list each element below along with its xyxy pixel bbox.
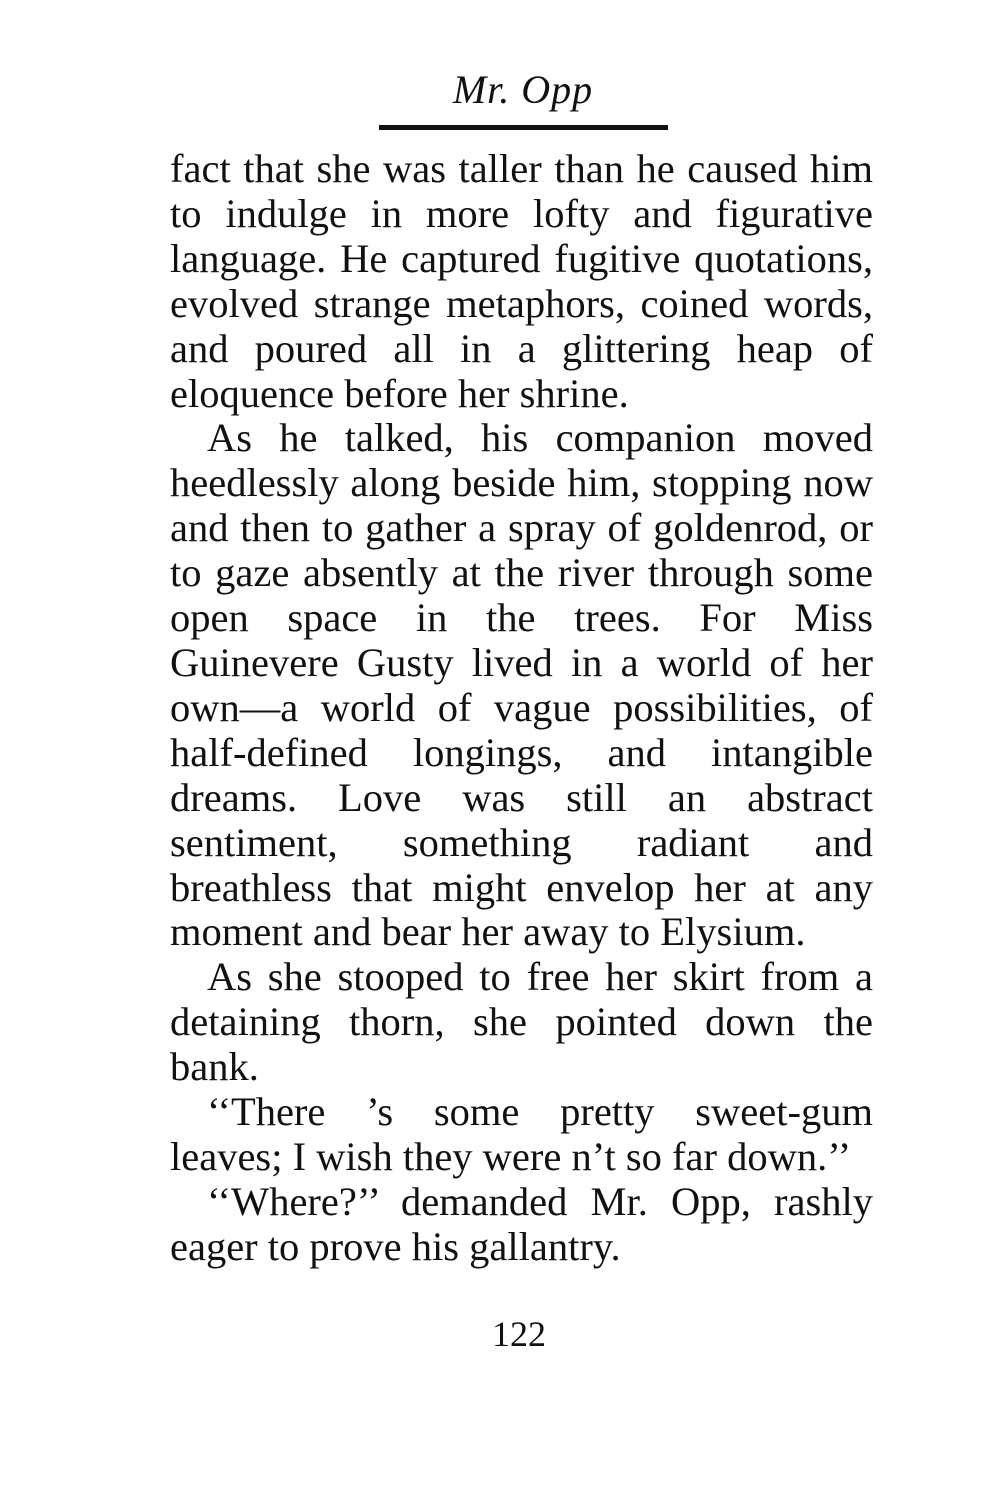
paragraph-continuation: fact that she was taller than he caused him to indulge in more lofty and figurative language. He captured fugitive quotations, evolved strange metaphors, coined words, and poured all in a glittering heap of eloquence before her shrine.	[170, 146, 873, 416]
paragraph-companion: As he talked, his companion moved heedlessly along beside him, stopping now and then to gather a spray of goldenrod, or to gaze absently at the river through some open space in the trees. For Miss Guinevere Gusty lived in a world of her own—a world of vague possibilities, of half-defined longings, and intangible dreams. Love was still an abstract sentiment, something radiant and breathless that might envelop her at any moment and bear her away to Elysium.	[170, 415, 873, 955]
paragraph-dialogue-where: ‘‘Where?’’ demanded Mr. Opp, rashly eager to prove his gallantry.	[170, 1178, 873, 1269]
running-title: Mr. Opp	[452, 67, 594, 112]
body-text	[170, 147, 873, 1270]
page-number: 122	[492, 1314, 546, 1354]
paragraph-dialogue-leaves: ‘‘There ’s some pretty sweet-gum leaves; I wish they were n’t so far down.’’	[170, 1089, 873, 1179]
header-rule	[379, 125, 668, 130]
paragraph-thorn: As she stooped to free her skirt from a detaining thorn, she pointed down the bank.	[170, 954, 873, 1090]
